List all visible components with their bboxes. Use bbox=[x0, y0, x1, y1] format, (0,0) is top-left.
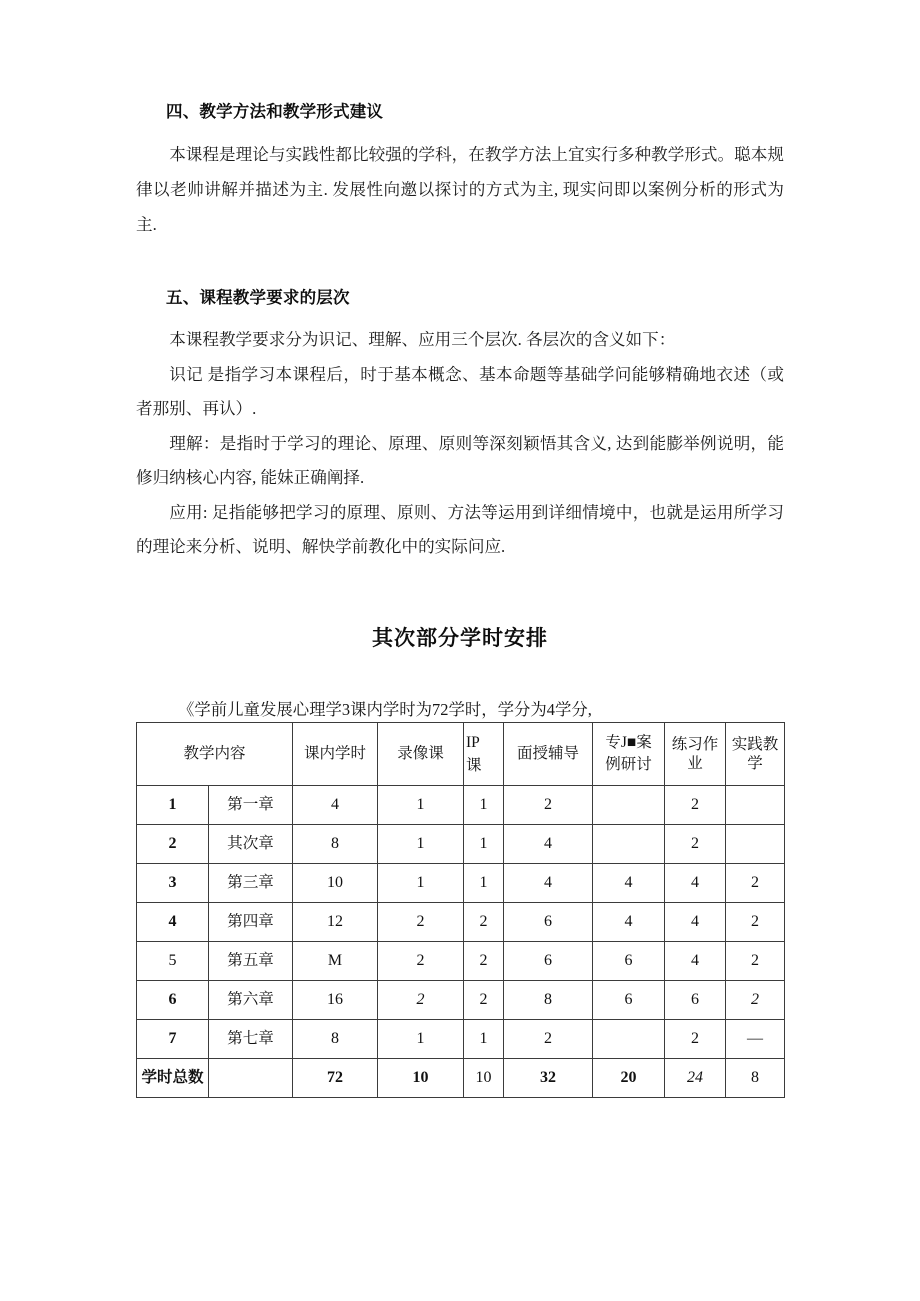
row-video-course: 2 bbox=[378, 942, 464, 981]
header-seminar-line1: 专J■案 bbox=[605, 733, 652, 751]
table-row bbox=[137, 942, 785, 981]
row-index: 7 bbox=[137, 1020, 209, 1059]
header-practice: 实践教学 bbox=[726, 723, 785, 786]
header-video-course: 录像课 bbox=[378, 723, 464, 786]
row-in-class-hours: 12 bbox=[293, 903, 378, 942]
row-video-course: 1 bbox=[378, 786, 464, 825]
row-index: 5 bbox=[137, 942, 209, 981]
row-face-to-face: 6 bbox=[504, 903, 593, 942]
row-exercises: 6 bbox=[665, 981, 726, 1020]
row-video-course: 1 bbox=[378, 825, 464, 864]
table-caption: 《学前儿童发展心理学3课内学时为72学时，学分为4学分, bbox=[178, 700, 592, 720]
row-in-class-hours: 4 bbox=[293, 786, 378, 825]
row-ip-course: 1 bbox=[464, 864, 504, 903]
row-exercises: 4 bbox=[665, 903, 726, 942]
row-index: 6 bbox=[137, 981, 209, 1020]
row-ip-course: 1 bbox=[464, 825, 504, 864]
row-ip-course: 2 bbox=[464, 903, 504, 942]
row-face-to-face: 2 bbox=[504, 786, 593, 825]
row-ip-course: 1 bbox=[464, 786, 504, 825]
total-practice: 8 bbox=[726, 1059, 785, 1098]
table-row bbox=[137, 825, 785, 864]
header-ip-course bbox=[464, 723, 504, 786]
part-title: 其次部分学时安排 bbox=[372, 626, 548, 651]
table-row bbox=[137, 864, 785, 903]
row-face-to-face: 2 bbox=[504, 1020, 593, 1059]
header-ip-course-line2: 课 bbox=[466, 757, 482, 775]
row-ip-course: 1 bbox=[464, 1020, 504, 1059]
document-content bbox=[136, 100, 784, 1098]
table-total-row bbox=[137, 1059, 785, 1098]
row-seminar bbox=[593, 1020, 665, 1059]
row-practice: 2 bbox=[726, 864, 785, 903]
section-heading-5: 五、课程教学要求的层次 bbox=[166, 288, 350, 308]
row-seminar: 4 bbox=[593, 903, 665, 942]
section-heading-4: 四、教学方法和教学形式建议 bbox=[166, 102, 384, 121]
row-in-class-hours: 8 bbox=[293, 1020, 378, 1059]
header-exercises: 练习作业 bbox=[665, 723, 726, 786]
total-label: 学时总数 bbox=[137, 1059, 209, 1098]
row-index: 3 bbox=[137, 864, 209, 903]
row-seminar bbox=[593, 825, 665, 864]
total-ip-course: 10 bbox=[464, 1059, 504, 1098]
table-header-row bbox=[137, 723, 785, 786]
row-in-class-hours: M bbox=[293, 942, 378, 981]
table-row bbox=[137, 786, 785, 825]
row-index: 2 bbox=[137, 825, 209, 864]
section-5-paragraph-3: 理解：是指时于学习的理论、原理、原则等深刻颖悟其含义, 达到能膨举例说明，能修归纳核心内容, 能妹正确阐择. bbox=[136, 434, 784, 488]
section-4-paragraph-1: 本课程是理论与实践性都比较强的学科，在教学方法上宜实行多种教学形式。聪本规律以老帅讲解并描述为主. 发展性向邀以探讨的方式为主, 现实问即以案例分析的形式为主. bbox=[136, 144, 784, 235]
total-face-to-face: 32 bbox=[504, 1059, 593, 1098]
row-seminar: 6 bbox=[593, 942, 665, 981]
row-chapter: 第一章 bbox=[209, 786, 293, 825]
total-seminar: 20 bbox=[593, 1059, 665, 1098]
table-row bbox=[137, 981, 785, 1020]
row-in-class-hours: 8 bbox=[293, 825, 378, 864]
row-chapter: 第七章 bbox=[209, 1020, 293, 1059]
row-practice: — bbox=[726, 1020, 785, 1059]
row-exercises: 4 bbox=[665, 942, 726, 981]
row-ip-course: 2 bbox=[464, 981, 504, 1020]
header-ip-course-line1: IP bbox=[466, 733, 480, 751]
row-index: 1 bbox=[137, 786, 209, 825]
section-5-paragraph-2: 识记 是指学习本课程后，时于基本概念、基本命题等基础学问能够精确地衣述（或者那别、再认）. bbox=[136, 365, 784, 419]
row-face-to-face: 8 bbox=[504, 981, 593, 1020]
row-face-to-face: 4 bbox=[504, 864, 593, 903]
row-chapter: 第四章 bbox=[209, 903, 293, 942]
course-hours-table bbox=[136, 722, 785, 1098]
row-in-class-hours: 16 bbox=[293, 981, 378, 1020]
row-chapter: 第六章 bbox=[209, 981, 293, 1020]
row-seminar bbox=[593, 786, 665, 825]
row-face-to-face: 6 bbox=[504, 942, 593, 981]
row-video-course: 2 bbox=[378, 903, 464, 942]
table-row bbox=[137, 1020, 785, 1059]
row-index: 4 bbox=[137, 903, 209, 942]
header-seminar bbox=[593, 723, 665, 786]
row-chapter: 第五章 bbox=[209, 942, 293, 981]
total-chapter bbox=[209, 1059, 293, 1098]
header-teaching-content: 教学内容 bbox=[137, 723, 293, 786]
row-chapter: 第三章 bbox=[209, 864, 293, 903]
table-row bbox=[137, 903, 785, 942]
row-video-course: 2 bbox=[378, 981, 464, 1020]
total-video-course: 10 bbox=[378, 1059, 464, 1098]
row-exercises: 4 bbox=[665, 864, 726, 903]
row-in-class-hours: 10 bbox=[293, 864, 378, 903]
row-chapter: 其次章 bbox=[209, 825, 293, 864]
total-exercises: 24 bbox=[665, 1059, 726, 1098]
row-video-course: 1 bbox=[378, 1020, 464, 1059]
section-5-paragraph-1: 本课程教学要求分为识记、理解、应用三个层次. 各层次的含义如下： bbox=[169, 330, 676, 350]
row-practice: 2 bbox=[726, 903, 785, 942]
row-practice: 2 bbox=[726, 981, 785, 1020]
row-seminar: 4 bbox=[593, 864, 665, 903]
row-practice bbox=[726, 825, 785, 864]
row-practice: 2 bbox=[726, 942, 785, 981]
header-face-to-face: 面授辅导 bbox=[504, 723, 593, 786]
row-practice bbox=[726, 786, 785, 825]
row-exercises: 2 bbox=[665, 825, 726, 864]
row-seminar: 6 bbox=[593, 981, 665, 1020]
section-5-paragraph-4: 应用: 足指能够把学习的原理、原则、方法等运用到详细情境中，也就是运用所学习的理论来分析、说明、解快学前教化中的实际问应. bbox=[136, 503, 784, 557]
row-exercises: 2 bbox=[665, 1020, 726, 1059]
row-video-course: 1 bbox=[378, 864, 464, 903]
header-seminar-line2: 例研讨 bbox=[605, 756, 652, 774]
row-face-to-face: 4 bbox=[504, 825, 593, 864]
row-exercises: 2 bbox=[665, 786, 726, 825]
header-in-class-hours: 课内学时 bbox=[293, 723, 378, 786]
total-in-class-hours: 72 bbox=[293, 1059, 378, 1098]
row-ip-course: 2 bbox=[464, 942, 504, 981]
